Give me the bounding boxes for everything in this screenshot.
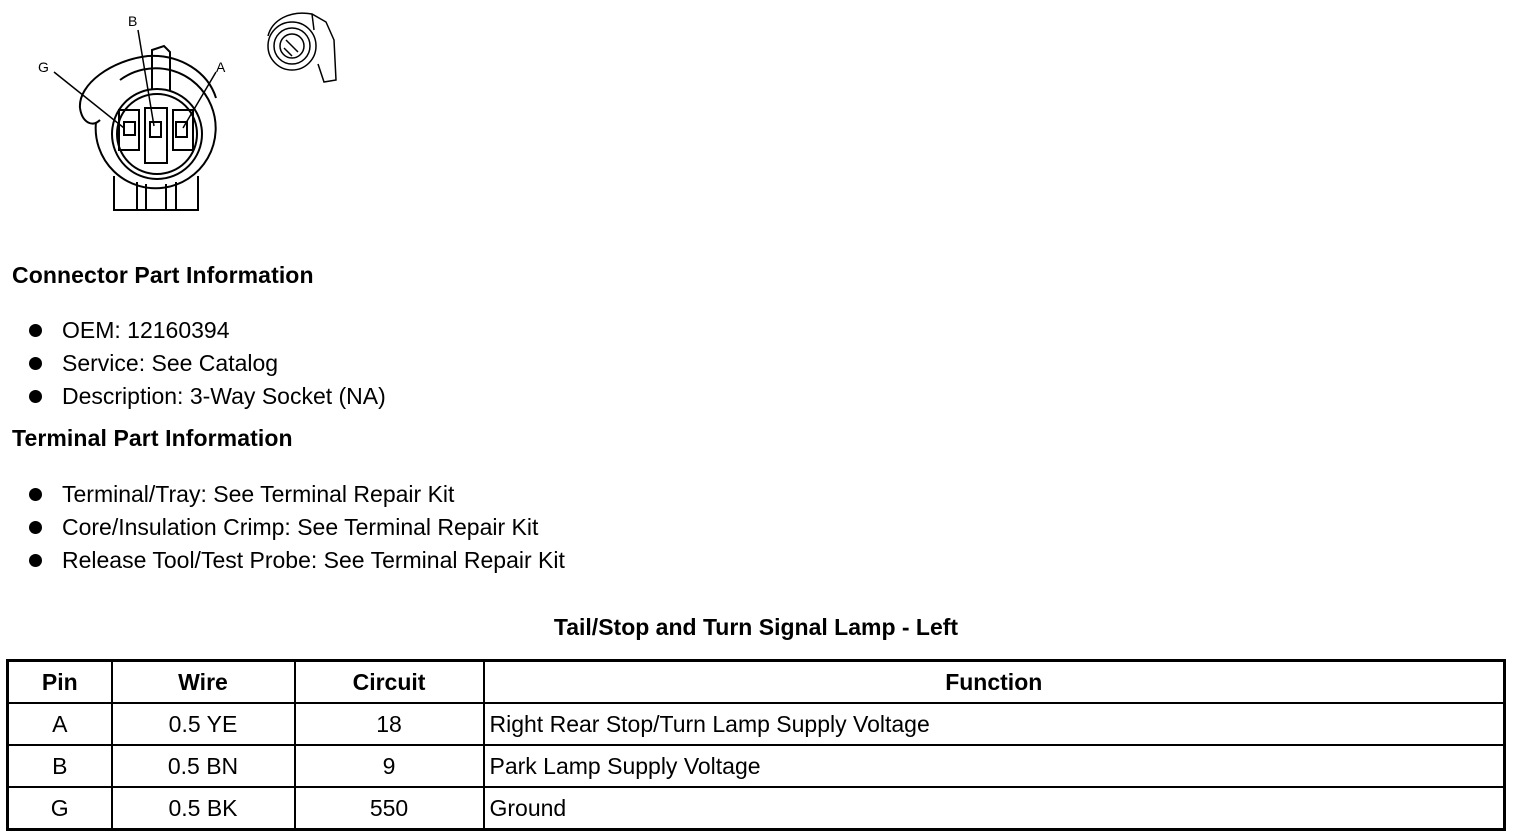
cell-wire: 0.5 YE	[112, 703, 295, 745]
cell-function: Park Lamp Supply Voltage	[484, 745, 1505, 787]
terminal-info-list	[0, 478, 565, 577]
cell-circuit: 9	[295, 745, 484, 787]
release-tool-text: Release Tool/Test Probe: See Terminal Repair Kit	[62, 547, 565, 573]
service-text: Service: See Catalog	[62, 350, 279, 376]
cell-wire: 0.5 BK	[112, 787, 295, 830]
header-wire: Wire	[112, 661, 295, 704]
connector-face	[54, 30, 216, 210]
list-item	[0, 544, 565, 577]
list-item	[0, 511, 565, 544]
table-row	[8, 745, 1505, 787]
bullet-icon	[29, 554, 42, 567]
connector-thumbnail	[268, 13, 336, 82]
core-crimp-text: Core/Insulation Crimp: See Terminal Repair Kit	[62, 514, 539, 540]
header-function: Function	[484, 661, 1505, 704]
terminal-tray-text: Terminal/Tray: See Terminal Repair Kit	[62, 481, 455, 507]
list-item	[0, 478, 565, 511]
cell-circuit: 18	[295, 703, 484, 745]
connector-diagram	[0, 0, 360, 220]
header-pin: Pin	[8, 661, 112, 704]
bullet-icon	[29, 488, 42, 501]
connector-info-title: Connector Part Information	[12, 262, 314, 288]
pin-label-b: B	[128, 13, 138, 29]
cell-wire: 0.5 BN	[112, 745, 295, 787]
bullet-icon	[29, 357, 42, 370]
header-circuit: Circuit	[295, 661, 484, 704]
cell-pin: B	[8, 745, 112, 787]
pin-table	[6, 659, 1506, 831]
cell-pin: G	[8, 787, 112, 830]
pin-table-title: Tail/Stop and Turn Signal Lamp - Left	[553, 614, 959, 640]
bullet-icon	[29, 390, 42, 403]
cell-function: Ground	[484, 787, 1505, 830]
bullet-icon	[29, 324, 42, 337]
description-text: Description: 3-Way Socket (NA)	[62, 383, 386, 409]
table-header-row	[8, 661, 1505, 704]
pin-label-a: A	[216, 59, 226, 75]
bullet-icon	[29, 521, 42, 534]
table-row	[8, 787, 1505, 830]
cell-function: Right Rear Stop/Turn Lamp Supply Voltage	[484, 703, 1505, 745]
connector-info-list	[0, 314, 386, 413]
list-item	[0, 347, 386, 380]
oem-text: OEM: 12160394	[62, 317, 230, 343]
cell-circuit: 550	[295, 787, 484, 830]
pin-label-g: G	[38, 59, 49, 75]
list-item	[0, 314, 386, 347]
cell-pin: A	[8, 703, 112, 745]
terminal-info-title: Terminal Part Information	[12, 425, 293, 451]
list-item	[0, 380, 386, 413]
table-row	[8, 703, 1505, 745]
